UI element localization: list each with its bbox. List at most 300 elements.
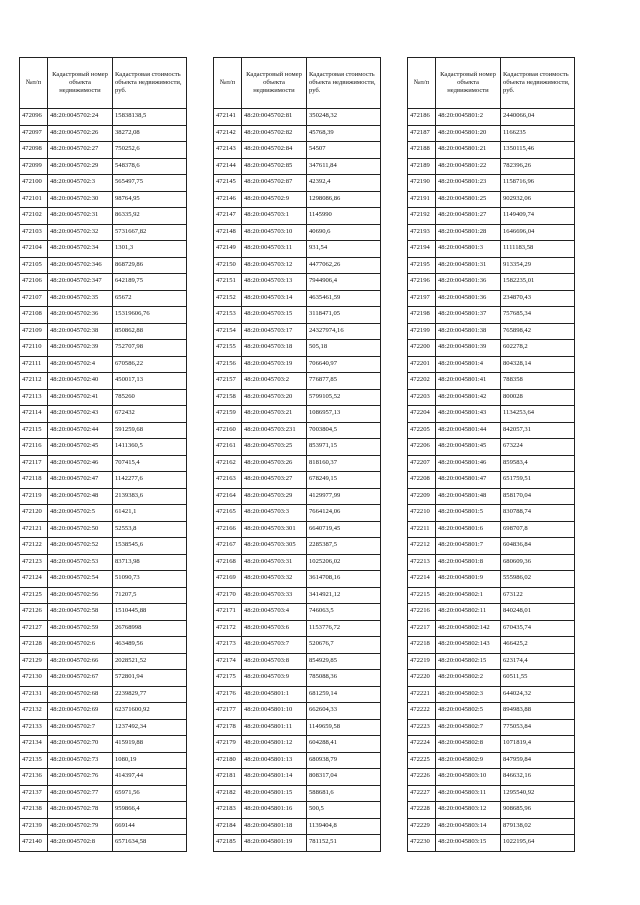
row-number: 472179 — [214, 736, 242, 753]
cadastral-cost: 670435,74 — [501, 620, 575, 637]
row-number: 472109 — [20, 323, 48, 340]
cadastral-cost: 1145990 — [307, 208, 381, 225]
table-row — [214, 257, 381, 274]
cadastral-cost: 1080,19 — [113, 752, 187, 769]
cadastral-number: 48:20:0045801:1 — [242, 686, 307, 703]
cadastral-cost: 651759,51 — [501, 472, 575, 489]
cadastral-cost: 858170,04 — [501, 488, 575, 505]
cadastral-cost: 1295540,92 — [501, 785, 575, 802]
table-row — [20, 191, 187, 208]
table-row — [214, 307, 381, 324]
cadastral-number: 48:20:0045703:305 — [242, 538, 307, 555]
header-cadastral-number: Кадастровый номер объекта недвижимости — [48, 58, 113, 109]
cadastral-cost: 466425,2 — [501, 637, 575, 654]
row-number: 472141 — [214, 109, 242, 126]
cadastral-cost: 706640,97 — [307, 356, 381, 373]
table-row — [214, 323, 381, 340]
cadastral-number: 48:20:0045803:10 — [436, 769, 501, 786]
table-row — [408, 257, 575, 274]
row-number: 472170 — [214, 587, 242, 604]
table-row — [20, 736, 187, 753]
cadastral-number: 48:20:0045702:35 — [48, 290, 113, 307]
row-number: 472183 — [214, 802, 242, 819]
row-number: 472135 — [20, 752, 48, 769]
row-number: 472172 — [214, 620, 242, 637]
row-number: 472194 — [408, 241, 436, 258]
table-row — [408, 637, 575, 654]
table-row — [20, 538, 187, 555]
table-row — [214, 835, 381, 852]
row-number: 472184 — [214, 818, 242, 835]
row-number: 472120 — [20, 505, 48, 522]
cadastral-number: 48:20:0045801:18 — [242, 818, 307, 835]
row-number: 472189 — [408, 158, 436, 175]
table-row — [20, 719, 187, 736]
cadastral-number: 48:20:0045803:11 — [436, 785, 501, 802]
table-row — [20, 439, 187, 456]
cadastral-number: 48:20:0045702:38 — [48, 323, 113, 340]
table-header-row — [408, 58, 575, 109]
table-row — [214, 719, 381, 736]
cadastral-number: 48:20:0045703:15 — [242, 307, 307, 324]
cadastral-cost: 86335,92 — [113, 208, 187, 225]
cadastral-cost: 347611,84 — [307, 158, 381, 175]
row-number: 472171 — [214, 604, 242, 621]
table-row — [20, 802, 187, 819]
cadastral-cost: 781152,51 — [307, 835, 381, 852]
cadastral-cost: 644024,32 — [501, 686, 575, 703]
header-num: №п/п — [408, 58, 436, 109]
table-row — [20, 158, 187, 175]
row-number: 472118 — [20, 472, 48, 489]
cadastral-cost: 1582235,01 — [501, 274, 575, 291]
header-num: №п/п — [20, 58, 48, 109]
cadastral-number: 48:20:0045702:41 — [48, 389, 113, 406]
cadastral-number: 48:20:0045801:4 — [436, 356, 501, 373]
cadastral-cost: 15838138,5 — [113, 109, 187, 126]
cadastral-number: 48:20:0045703:29 — [242, 488, 307, 505]
cadastral-number: 48:20:0045703:27 — [242, 472, 307, 489]
row-number: 472177 — [214, 703, 242, 720]
cadastral-cost: 500,5 — [307, 802, 381, 819]
table-row — [20, 389, 187, 406]
table-row — [20, 125, 187, 142]
cadastral-cost: 572801,94 — [113, 670, 187, 687]
cadastral-cost: 681259,14 — [307, 686, 381, 703]
row-number: 472222 — [408, 703, 436, 720]
row-number: 472224 — [408, 736, 436, 753]
row-number: 472129 — [20, 653, 48, 670]
row-number: 472228 — [408, 802, 436, 819]
row-number: 472148 — [214, 224, 242, 241]
table-row — [408, 785, 575, 802]
cadastral-number: 48:20:0045801:36 — [436, 290, 501, 307]
table-row — [20, 835, 187, 852]
row-number: 472216 — [408, 604, 436, 621]
cadastral-cost: 623174,4 — [501, 653, 575, 670]
table-row — [408, 802, 575, 819]
row-number: 472101 — [20, 191, 48, 208]
header-cadastral-number: Кадастровый номер объекта недвижимости — [242, 58, 307, 109]
table-row — [214, 373, 381, 390]
table-row — [20, 488, 187, 505]
table-row — [214, 439, 381, 456]
row-number: 472143 — [214, 142, 242, 159]
cadastral-cost: 678249,15 — [307, 472, 381, 489]
cadastral-cost: 65672 — [113, 290, 187, 307]
cadastral-cost: 847959,84 — [501, 752, 575, 769]
table-row — [214, 785, 381, 802]
cadastral-cost: 757685,34 — [501, 307, 575, 324]
cadastral-cost: 775053,84 — [501, 719, 575, 736]
table-row — [20, 571, 187, 588]
cadastral-cost: 2440066,04 — [501, 109, 575, 126]
cadastral-number: 48:20:0045702:53 — [48, 554, 113, 571]
table-row — [20, 340, 187, 357]
row-number: 472174 — [214, 653, 242, 670]
cadastral-number: 48:20:0045702:40 — [48, 373, 113, 390]
table-row — [214, 125, 381, 142]
row-number: 472169 — [214, 571, 242, 588]
cadastral-number: 48:20:0045801:16 — [242, 802, 307, 819]
table-row — [408, 488, 575, 505]
cadastral-cost: 1510445,88 — [113, 604, 187, 621]
table-row — [214, 736, 381, 753]
table-row — [214, 571, 381, 588]
cadastral-cost: 234870,43 — [501, 290, 575, 307]
row-number: 472219 — [408, 653, 436, 670]
row-number: 472225 — [408, 752, 436, 769]
cadastral-number: 48:20:0045801:13 — [242, 752, 307, 769]
cadastral-number: 48:20:0045702:39 — [48, 340, 113, 357]
table-row — [20, 653, 187, 670]
cadastral-number: 48:20:0045702:76 — [48, 769, 113, 786]
row-number: 472155 — [214, 340, 242, 357]
row-number: 472188 — [408, 142, 436, 159]
table-row — [408, 818, 575, 835]
row-number: 472144 — [214, 158, 242, 175]
table-row — [214, 455, 381, 472]
cadastral-number: 48:20:0045703:17 — [242, 323, 307, 340]
row-number: 472218 — [408, 637, 436, 654]
cadastral-number: 48:20:0045803:15 — [436, 835, 501, 852]
cadastral-number: 48:20:0045703:2 — [242, 373, 307, 390]
row-number: 472149 — [214, 241, 242, 258]
cadastral-cost: 853971,15 — [307, 439, 381, 456]
table-row — [214, 587, 381, 604]
cadastral-cost: 1158716,96 — [501, 175, 575, 192]
row-number: 472119 — [20, 488, 48, 505]
row-number: 472195 — [408, 257, 436, 274]
cadastral-cost: 565497,75 — [113, 175, 187, 192]
row-number: 472229 — [408, 818, 436, 835]
cadastral-cost: 54507 — [307, 142, 381, 159]
cadastral-cost: 830788,74 — [501, 505, 575, 522]
cadastral-number: 48:20:0045803:14 — [436, 818, 501, 835]
row-number: 472163 — [214, 472, 242, 489]
table-row — [408, 670, 575, 687]
row-number: 472197 — [408, 290, 436, 307]
cadastral-cost: 2285387,5 — [307, 538, 381, 555]
cadastral-cost: 26768998 — [113, 620, 187, 637]
cadastral-cost: 1149659,58 — [307, 719, 381, 736]
table-row — [214, 472, 381, 489]
table-row — [20, 109, 187, 126]
cadastral-cost: 750252,6 — [113, 142, 187, 159]
cadastral-number: 48:20:0045802:1 — [436, 587, 501, 604]
table-row — [408, 356, 575, 373]
table-row — [408, 191, 575, 208]
row-number: 472167 — [214, 538, 242, 555]
cadastral-cost: 61421,1 — [113, 505, 187, 522]
cadastral-cost: 642189,75 — [113, 274, 187, 291]
table-row — [214, 488, 381, 505]
cadastral-table-2 — [213, 57, 381, 852]
cadastral-number: 48:20:0045801:25 — [436, 191, 501, 208]
row-number: 472133 — [20, 719, 48, 736]
cadastral-cost: 680609,36 — [501, 554, 575, 571]
cadastral-number: 48:20:0045802:7 — [436, 719, 501, 736]
table-row — [214, 290, 381, 307]
cadastral-number: 48:20:0045801:28 — [436, 224, 501, 241]
cadastral-number: 48:20:0045702:70 — [48, 736, 113, 753]
cadastral-cost: 1086957,13 — [307, 406, 381, 423]
row-number: 472150 — [214, 257, 242, 274]
row-number: 472127 — [20, 620, 48, 637]
row-number: 472142 — [214, 125, 242, 142]
cadastral-number: 48:20:0045702:36 — [48, 307, 113, 324]
cadastral-cost: 673224 — [501, 439, 575, 456]
cadastral-number: 48:20:0045703:6 — [242, 620, 307, 637]
cadastral-number: 48:20:0045801:14 — [242, 769, 307, 786]
row-number: 472205 — [408, 422, 436, 439]
cadastral-number: 48:20:0045702:81 — [242, 109, 307, 126]
cadastral-number: 48:20:0045702:69 — [48, 703, 113, 720]
cadastral-cost: 548378,6 — [113, 158, 187, 175]
table-row — [20, 142, 187, 159]
row-number: 472099 — [20, 158, 48, 175]
cadastral-number: 48:20:0045801:36 — [436, 274, 501, 291]
table-row — [214, 389, 381, 406]
table-row — [214, 241, 381, 258]
row-number: 472214 — [408, 571, 436, 588]
row-number: 472114 — [20, 406, 48, 423]
row-number: 472117 — [20, 455, 48, 472]
cadastral-number: 48:20:0045703:21 — [242, 406, 307, 423]
cadastral-cost: 670586,22 — [113, 356, 187, 373]
table-row — [408, 125, 575, 142]
table-row — [20, 785, 187, 802]
table-row — [408, 373, 575, 390]
table-row — [214, 356, 381, 373]
table-row — [20, 505, 187, 522]
cadastral-cost: 5799105,52 — [307, 389, 381, 406]
cadastral-cost: 1301,3 — [113, 241, 187, 258]
cadastral-number: 48:20:0045702:26 — [48, 125, 113, 142]
cadastral-cost: 1025206,02 — [307, 554, 381, 571]
row-number: 472108 — [20, 307, 48, 324]
cadastral-number: 48:20:0045801:15 — [242, 785, 307, 802]
cadastral-cost: 45768,39 — [307, 125, 381, 142]
row-number: 472207 — [408, 455, 436, 472]
cadastral-number: 48:20:0045801:12 — [242, 736, 307, 753]
cadastral-table-3 — [407, 57, 575, 852]
cadastral-cost: 415919,88 — [113, 736, 187, 753]
cadastral-cost: 868729,86 — [113, 257, 187, 274]
row-number: 472190 — [408, 175, 436, 192]
cadastral-cost: 83713,98 — [113, 554, 187, 571]
row-number: 472199 — [408, 323, 436, 340]
cadastral-cost: 602278,2 — [501, 340, 575, 357]
cadastral-cost: 15319606,76 — [113, 307, 187, 324]
table-row — [408, 752, 575, 769]
row-number: 472175 — [214, 670, 242, 687]
cadastral-number: 48:20:0045702:3 — [48, 175, 113, 192]
table-row — [20, 752, 187, 769]
cadastral-number: 48:20:0045702:66 — [48, 653, 113, 670]
cadastral-number: 48:20:0045703:32 — [242, 571, 307, 588]
row-number: 472215 — [408, 587, 436, 604]
table-row — [408, 274, 575, 291]
cadastral-number: 48:20:0045702:24 — [48, 109, 113, 126]
cadastral-cost: 846632,16 — [501, 769, 575, 786]
table-row — [20, 175, 187, 192]
table-row — [408, 455, 575, 472]
row-number: 472208 — [408, 472, 436, 489]
cadastral-number: 48:20:0045801:6 — [436, 521, 501, 538]
table-row — [214, 604, 381, 621]
cadastral-cost: 5731667,82 — [113, 224, 187, 241]
cadastral-number: 48:20:0045801:37 — [436, 307, 501, 324]
cadastral-number: 48:20:0045702:84 — [242, 142, 307, 159]
cadastral-number: 48:20:0045802:2 — [436, 670, 501, 687]
cadastral-cost: 808317,04 — [307, 769, 381, 786]
row-number: 472209 — [408, 488, 436, 505]
cadastral-number: 48:20:0045703:11 — [242, 241, 307, 258]
cadastral-cost: 6571634,58 — [113, 835, 187, 852]
table-row — [408, 109, 575, 126]
cadastral-cost: 746063,5 — [307, 604, 381, 621]
cadastral-cost: 662604,33 — [307, 703, 381, 720]
cadastral-cost: 959866,4 — [113, 802, 187, 819]
table-row — [20, 406, 187, 423]
row-number: 472200 — [408, 340, 436, 357]
table-row — [214, 538, 381, 555]
row-number: 472110 — [20, 340, 48, 357]
row-number: 472096 — [20, 109, 48, 126]
row-number: 472157 — [214, 373, 242, 390]
table-row — [214, 521, 381, 538]
cadastral-cost: 879138,02 — [501, 818, 575, 835]
row-number: 472166 — [214, 521, 242, 538]
cadastral-cost: 7003804,5 — [307, 422, 381, 439]
cadastral-number: 48:20:0045801:9 — [436, 571, 501, 588]
cadastral-cost: 913354,29 — [501, 257, 575, 274]
table-row — [214, 769, 381, 786]
table-row — [214, 554, 381, 571]
cadastral-number: 48:20:0045703:10 — [242, 224, 307, 241]
cadastral-cost: 804328,14 — [501, 356, 575, 373]
table-row — [408, 769, 575, 786]
row-number: 472126 — [20, 604, 48, 621]
cadastral-number: 48:20:0045801:11 — [242, 719, 307, 736]
row-number: 472191 — [408, 191, 436, 208]
row-number: 472156 — [214, 356, 242, 373]
row-number: 472165 — [214, 505, 242, 522]
row-number: 472204 — [408, 406, 436, 423]
row-number: 472187 — [408, 125, 436, 142]
cadastral-cost: 604836,84 — [501, 538, 575, 555]
cadastral-number: 48:20:0045801:19 — [242, 835, 307, 852]
row-number: 472121 — [20, 521, 48, 538]
row-number: 472147 — [214, 208, 242, 225]
cadastral-number: 48:20:0045703:20 — [242, 389, 307, 406]
table-row — [214, 818, 381, 835]
row-number: 472196 — [408, 274, 436, 291]
cadastral-cost: 842057,31 — [501, 422, 575, 439]
table-row — [408, 307, 575, 324]
row-number: 472106 — [20, 274, 48, 291]
cadastral-cost: 752707,98 — [113, 340, 187, 357]
row-number: 472136 — [20, 769, 48, 786]
cadastral-number: 48:20:0045703:301 — [242, 521, 307, 538]
row-number: 472178 — [214, 719, 242, 736]
cadastral-cost: 38272,08 — [113, 125, 187, 142]
table-row — [20, 224, 187, 241]
cadastral-number: 48:20:0045702:9 — [242, 191, 307, 208]
cadastral-cost: 555986,02 — [501, 571, 575, 588]
cadastral-number: 48:20:0045801:45 — [436, 439, 501, 456]
table-row — [214, 406, 381, 423]
table-row — [20, 323, 187, 340]
table-row — [408, 505, 575, 522]
row-number: 472098 — [20, 142, 48, 159]
table-row — [408, 439, 575, 456]
row-number: 472182 — [214, 785, 242, 802]
row-number: 472112 — [20, 373, 48, 390]
row-number: 472130 — [20, 670, 48, 687]
table-row — [20, 241, 187, 258]
table-row — [408, 175, 575, 192]
table-row — [214, 158, 381, 175]
row-number: 472223 — [408, 719, 436, 736]
table-row — [214, 208, 381, 225]
cadastral-number: 48:20:0045801:3 — [436, 241, 501, 258]
cadastral-cost: 6640719,45 — [307, 521, 381, 538]
cadastral-cost: 1298086,86 — [307, 191, 381, 208]
table-row — [20, 307, 187, 324]
cadastral-number: 48:20:0045703:7 — [242, 637, 307, 654]
row-number: 472206 — [408, 439, 436, 456]
table-row — [214, 703, 381, 720]
cadastral-cost: 707415,4 — [113, 455, 187, 472]
cadastral-number: 48:20:0045702:30 — [48, 191, 113, 208]
table-row — [20, 356, 187, 373]
row-number: 472211 — [408, 521, 436, 538]
cadastral-number: 48:20:0045702:59 — [48, 620, 113, 637]
row-number: 472164 — [214, 488, 242, 505]
cadastral-number: 48:20:0045703:3 — [242, 505, 307, 522]
table-row — [20, 290, 187, 307]
cadastral-cost: 414397,44 — [113, 769, 187, 786]
row-number: 472161 — [214, 439, 242, 456]
table-row — [20, 620, 187, 637]
row-number: 472210 — [408, 505, 436, 522]
table-row — [408, 554, 575, 571]
table-row — [408, 587, 575, 604]
table-row — [214, 620, 381, 637]
cadastral-cost: 40690,6 — [307, 224, 381, 241]
